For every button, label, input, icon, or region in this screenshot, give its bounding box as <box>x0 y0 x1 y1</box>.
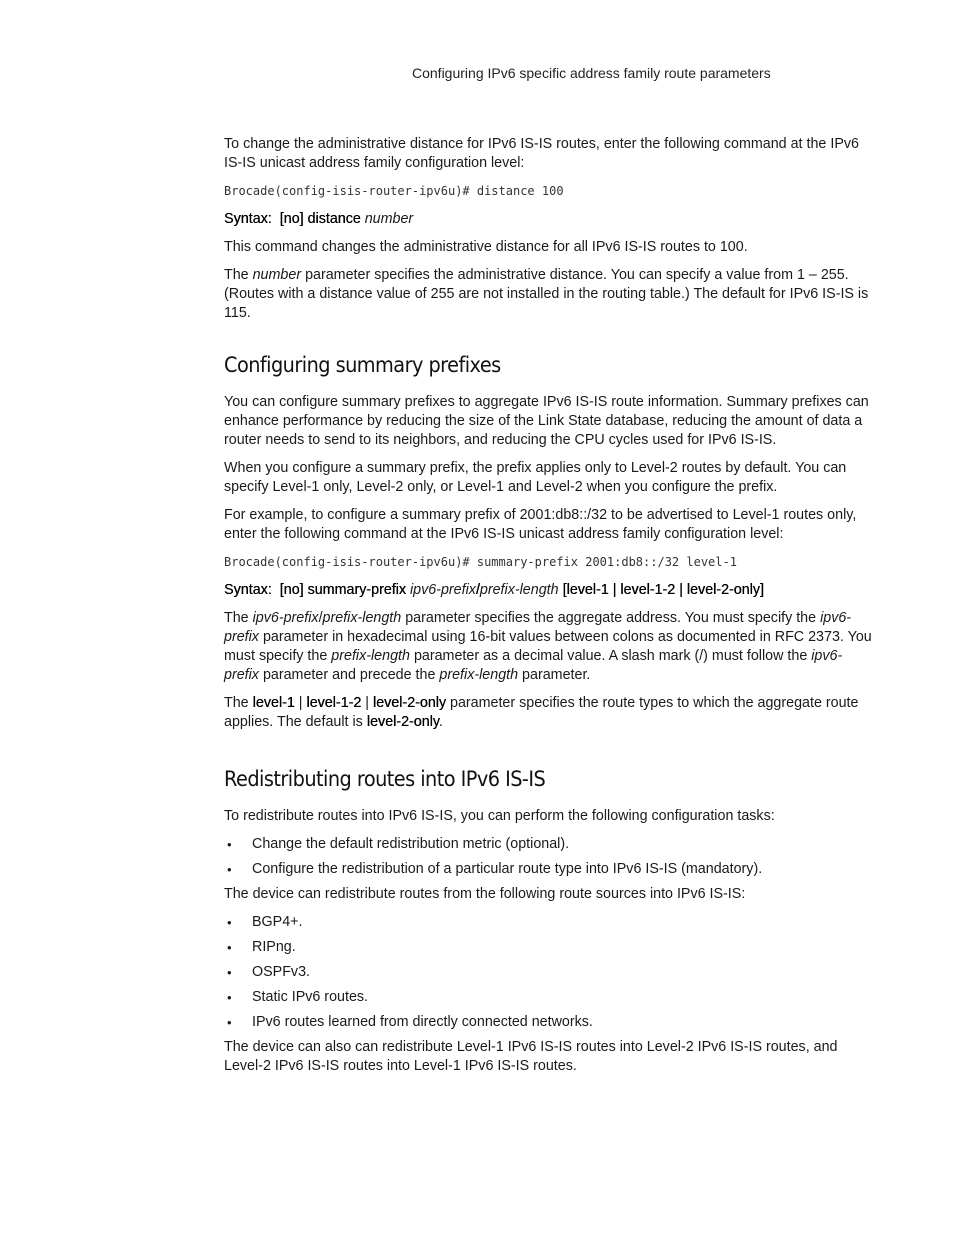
text-run: parameter specifies the aggregate address. You must specify the <box>401 610 821 626</box>
redistribute-levels-paragraph: The device can also can redistribute Level-1 IPv6 IS-IS routes into Level-2 IPv6 IS-IS routes, and Level-2 IPv6 IS-IS routes into Level-1 IPv6 IS-IS routes. <box>224 1039 838 1074</box>
prefix-parameter-description <box>224 609 874 685</box>
list-item-text: RIPng. <box>252 939 296 955</box>
text-run: parameter and precede the <box>258 667 440 683</box>
redistribute-intro: To redistribute routes into IPv6 IS-IS, you can perform the following configuration tasks: <box>224 808 775 824</box>
bullet-icon: • <box>227 990 232 1005</box>
redistribute-sources-intro: The device can redistribute routes from the following route sources into IPv6 IS-IS: <box>224 886 746 902</box>
list-item-text: Configure the redistribution of a particular route type into IPv6 IS-IS (mandatory). <box>252 861 763 877</box>
distance-description: This command changes the administrative distance for all IPv6 IS-IS routes to 100. <box>224 239 748 255</box>
level-parameter-description <box>224 694 874 732</box>
bullet-icon: • <box>227 1015 232 1030</box>
text-run: parameter as a decimal value. A slash mark (/) must follow the <box>409 648 812 664</box>
parameter-name: prefix-length <box>439 667 519 683</box>
parameter-name: ipv6-prefix <box>224 648 843 683</box>
bullet-icon: • <box>227 837 232 852</box>
list-item <box>224 860 874 879</box>
list-item-text: Change the default redistribution metric (optional). <box>252 836 570 852</box>
summary-prefix-syntax <box>224 581 874 600</box>
section-heading-summary-prefixes: Configuring summary prefixes <box>224 353 501 377</box>
text-run: parameter. <box>518 667 591 683</box>
list-item <box>224 835 874 854</box>
page-body <box>224 135 874 1085</box>
summary-paragraph-3: For example, to configure a summary prefix of 2001:db8::/32 to be advertised to Level-1 routes only, enter the following command at the IPv6 IS-IS unicast address family configuration level: <box>224 507 857 542</box>
list-item <box>224 938 874 957</box>
distance-syntax <box>224 210 874 229</box>
keyword: level-2-only <box>372 695 447 711</box>
parameter-name: prefix-length <box>322 610 402 626</box>
task-list <box>224 835 874 879</box>
text-run: | <box>361 695 373 711</box>
list-item <box>224 1013 874 1032</box>
text-run: The <box>224 695 253 711</box>
text-run: parameter specifies the administrative distance. You can specify a value from 1 – 255. (Routes with a distance value of 255 are not installed in the routing table.) The default for IPv6 IS-IS is 115. <box>224 267 869 321</box>
list-item <box>224 988 874 1007</box>
parameter-name: prefix-length <box>331 648 410 664</box>
intro-paragraph: To change the administrative distance for IPv6 IS-IS routes, enter the following command at the IPv6 IS-IS unicast address family configuration level: <box>224 136 859 171</box>
section-heading-redistributing-routes: Redistributing routes into IPv6 IS-IS <box>224 767 546 791</box>
text-run: The <box>224 267 253 283</box>
text-run: | <box>294 695 307 711</box>
syntax-argument: ipv6-prefix <box>409 582 476 598</box>
bullet-icon: • <box>227 862 232 877</box>
bullet-icon: • <box>227 940 232 955</box>
text-run: . <box>438 714 443 730</box>
text-run: parameter in hexadecimal using 16-bit values between colons as documented in RFC 2373. You must specify the <box>224 629 872 664</box>
list-item-text: Static IPv6 routes. <box>252 989 369 1005</box>
keyword: level-1 <box>252 695 295 711</box>
list-item-text: OSPFv3. <box>252 964 310 980</box>
keyword: level-1-2 <box>306 695 362 711</box>
syntax-command: [no] summary-prefix <box>279 582 406 598</box>
summary-prefix-command-example: Brocade(config-isis-router-ipv6u)# summary-prefix 2001:db8::/32 level-1 <box>224 555 737 569</box>
route-source-list <box>224 913 874 1032</box>
keyword: level-2-only <box>366 714 439 730</box>
number-parameter-description <box>224 266 874 323</box>
syntax-options: [level-1 | level-1-2 | level-2-only] <box>562 582 764 598</box>
text-run: parameter specifies the route types to which the aggregate route applies. The default is <box>224 695 859 730</box>
parameter-name: number <box>252 267 302 283</box>
parameter-name: ipv6-prefix <box>252 610 319 626</box>
distance-command-example: Brocade(config-isis-router-ipv6u)# distance 100 <box>224 184 564 198</box>
syntax-slash: / <box>475 582 480 598</box>
list-item <box>224 963 874 982</box>
syntax-label: Syntax: <box>224 582 272 598</box>
summary-paragraph-1: You can configure summary prefixes to aggregate IPv6 IS-IS route information. Summary prefixes can enhance performance by reducing the size of the Link State database, reducing the amount of data a router needs to send to its neighbors, and reducing the CPU cycles used for IPv6 IS-IS. <box>224 394 869 448</box>
bullet-icon: • <box>227 915 232 930</box>
parameter-name: ipv6-prefix <box>224 610 852 645</box>
list-item-text: IPv6 routes learned from directly connected networks. <box>252 1014 593 1030</box>
list-item-text: BGP4+. <box>252 914 303 930</box>
text-run: The <box>224 610 253 626</box>
text-run: / <box>318 610 323 626</box>
syntax-command: [no] distance <box>279 211 361 227</box>
running-header: Configuring IPv6 specific address family route parameters <box>412 65 771 81</box>
syntax-argument: prefix-length <box>479 582 559 598</box>
summary-paragraph-2: When you configure a summary prefix, the prefix applies only to Level-2 routes by default. You can specify Level-1 only, Level-2 only, or Level-1 and Level-2 when you configure the prefix. <box>224 460 847 495</box>
bullet-icon: • <box>227 965 232 980</box>
syntax-argument: number <box>364 211 414 227</box>
syntax-label: Syntax: <box>224 211 272 227</box>
list-item <box>224 913 874 932</box>
